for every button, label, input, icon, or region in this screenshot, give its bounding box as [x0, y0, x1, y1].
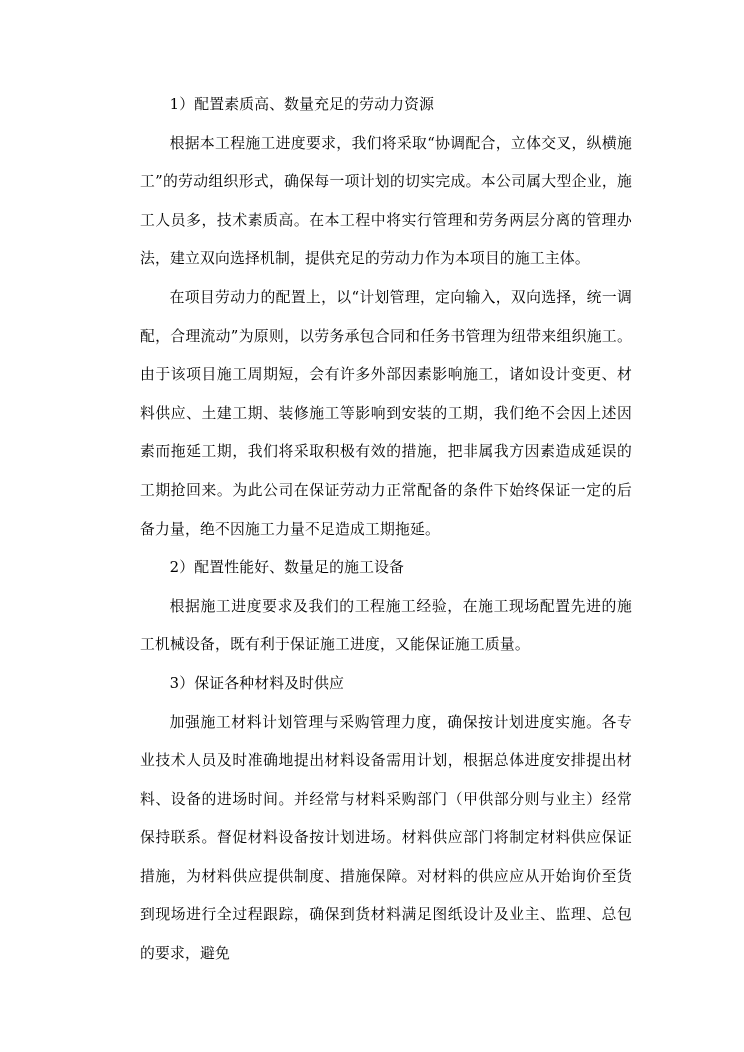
document-content	[140, 86, 632, 974]
para-equipment-configuration: 根据施工进度要求及我们的工程施工经验，在施工现场配置先进的施工机械设备，既有利于保证施工进度，又能保证施工质量。	[140, 597, 632, 654]
para-labor-organization: 根据本工程施工进度要求，我们将采取“协调配合，立体交叉，纵横施工”的劳动组织形式，确保每一项计划的切实完成。本公司属大型企业，施工人员多，技术素质高。在本工程中将实行管理和劳务两层分离的管理办法，建立双向选择机制，提供充足的劳动力作为本项目的施工主体。	[140, 134, 632, 268]
heading-labor-resources: 1）配置素质高、数量充足的劳动力资源	[169, 96, 435, 113]
heading-material-supply: 3）保证各种材料及时供应	[169, 674, 345, 692]
para-labor-allocation: 在项目劳动力的配置上，以“计划管理，定向输入，双向选择，统一调配，合理流动”为原则，以劳务承包合同和任务书管理为纽带来组织施工。由于该项目施工周期短，会有许多外部因素影响施工，诸如设计变更、材料供应、土建工期、装修施工等影响到安装的工期，我们绝不会因上述因素而拖延工期，我们将采取积极有效的措施，把非属我方因素造成延误的工期抢回来。为此公司在保证劳动力正常配备的条件下始终保证一定的后备力量，绝不因施工力量不足造成工期拖延。	[140, 288, 632, 538]
para-material-management: 加强施工材料计划管理与采购管理力度，确保按计划进度实施。各专业技术人员及时准确地提出材料设备需用计划，根据总体进度安排提出材料、设备的进场时间。并经常与材料采购部门（甲供部分则与业主）经常保持联系。督促材料设备按计划进场。材料供应部门将制定材料供应保证措施，为材料供应提供制度、措施保障。对材料的供应应从开始询价至货到现场进行全过程跟踪，确保到货材料满足图纸设计及业主、监理、总包的要求，避免	[140, 713, 632, 963]
heading-construction-equipment: 2）配置性能好、数量足的施工设备	[169, 559, 405, 577]
